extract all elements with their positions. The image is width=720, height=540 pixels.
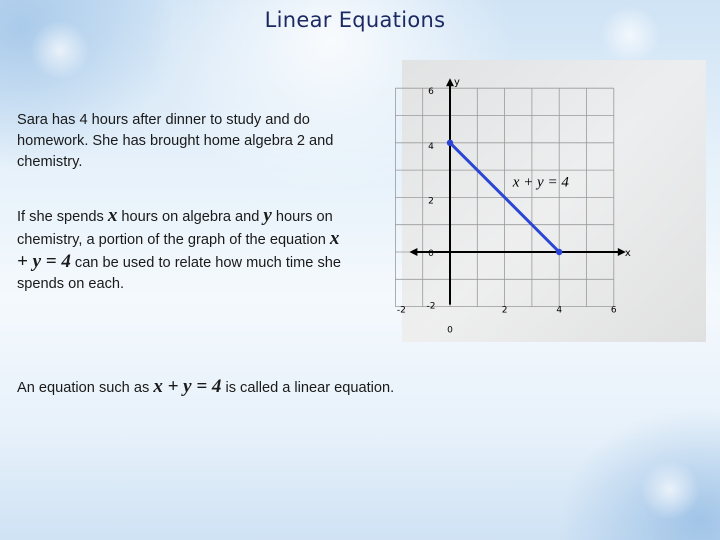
x-axis-label: x	[624, 248, 631, 259]
y-tick-label: 6	[428, 87, 434, 98]
variables-paragraph	[17, 205, 347, 295]
variable-x: x	[107, 205, 118, 226]
y-tick-label: 2	[428, 196, 434, 207]
y-tick-label: -2	[426, 301, 436, 312]
origin-label: 0	[447, 325, 453, 336]
problem-paragraph: Sara has 4 hours after dinner to study and do homework. She has brought home algebra 2 and chemistry.	[17, 112, 334, 170]
equation-inline: x + y = 4	[17, 228, 340, 272]
y-tick-label: 0	[428, 249, 434, 259]
x-tick-label: 2	[501, 305, 508, 316]
x-tick-label: 6	[610, 305, 617, 316]
definition-paragraph	[17, 376, 457, 399]
equation-annotation: x + y = 4	[512, 174, 569, 191]
series-point	[556, 249, 562, 255]
x-tick-label: 4	[556, 305, 563, 316]
graph-panel	[396, 60, 706, 342]
text-fragment: can be used to relate how much time she spends on each.	[17, 255, 341, 292]
text-fragment: hours on chemistry, a portion of the graph of the equation	[17, 209, 333, 248]
x-tick-label: -2	[396, 305, 406, 316]
coordinate-graph	[396, 60, 706, 342]
text-fragment: is called a linear equation.	[221, 380, 395, 396]
y-tick-label: 4	[428, 141, 434, 152]
series-point	[447, 140, 453, 146]
y-axis-label: y	[454, 77, 460, 89]
text-fragment: hours on algebra and	[117, 209, 264, 225]
text-fragment: If she spends	[17, 209, 108, 225]
variable-y: y	[263, 205, 272, 226]
text-fragment: An equation such as	[17, 380, 154, 396]
background-sparkle	[640, 460, 700, 520]
equation-inline: x + y = 4	[153, 376, 222, 397]
page-title: Linear Equations	[264, 8, 446, 32]
y-axis-arrow	[446, 78, 454, 86]
x-axis-arrow-left	[409, 248, 417, 256]
